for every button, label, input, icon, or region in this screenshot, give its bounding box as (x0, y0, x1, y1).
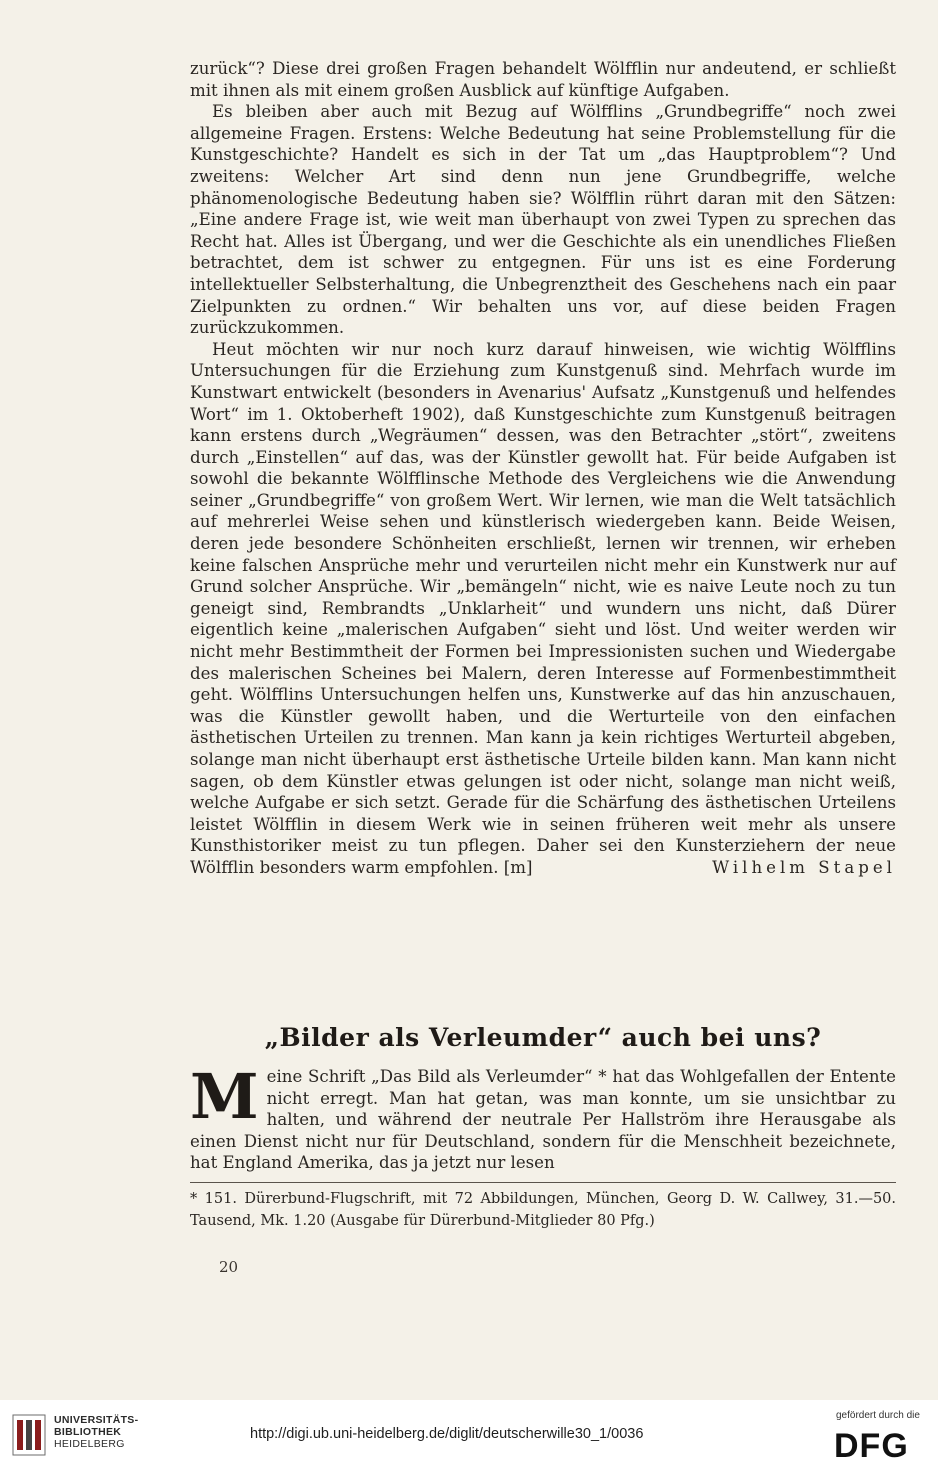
footnote: * 151. Dürerbund-Flugschrift, mit 72 Abbildungen, München, Georg D. W. Callwey, 31.—50. Tausend, Mk. 1.20 (Ausgabe für Dürerbund-Mitglieder 80 Pfg.) (190, 1191, 896, 1229)
source-url-link[interactable]: http://digi.ub.uni-heidelberg.de/diglit/deutscherwille30_1/0036 (250, 1426, 644, 1442)
article-text (190, 1060, 896, 1174)
paragraph-1: zurück“? Diese drei großen Fragen behandelt Wölfflin nur andeutend, er schließt mit ihnen als mit einem großen Ausblick auf künftige Aufgaben. (190, 59, 896, 100)
article-heading: „Bilder als Verleumder“ auch bei uns? (264, 1023, 822, 1052)
footnote-divider (190, 1182, 896, 1183)
library-name-line-2: BIBLIOTHEK (54, 1426, 122, 1438)
paragraph-3-text: Heut möchten wir nur noch kurz darauf hinweisen, wie wichtig Wölfflins Untersuchungen für die Erziehung zum Kunstgenuß sind. Mehrfach wurde im Kunstwart entwickelt (besonders in Avenarius' Aufsatz „Kunstgenuß und helfendes Wort“ im 1. Oktoberheft 1902), daß Kunstgeschichte zum Kunstgenuß beitragen kann erstens durch „Wegräumen“ dessen, was den Betrachter „stört“, zweitens durch „Einstellen“ auf das, was der Künstler gewollt hat. Für beide Aufgaben ist sowohl die bekannte Wölfflinsche Methode des Vergleichens wie die Anwendung seiner „Grundbegriffe“ von großem Wert. Wir lernen, wie man die Welt tatsächlich auf mehrerlei Weise sehen und künstlerisch wiedergeben kann. Beide Weisen, deren jede besondere Schönheiten erschließt, lernen wir trennen, wir erheben keine falschen Ansprüche mehr und verurteilen nicht mehr ein Kunstwerk nur auf Grund solcher Ansprüche. Wir „bemängeln“ nicht, wie es naive Leute noch zu tun geneigt sind, Rembrandts „Unklarheit“ und wundern uns nicht, daß Dürer eigentlich keine „malerischen Aufgaben“ sieht und löst. Und weiter werden wir nicht mehr Bestimmtheit der Formen bei Impressionisten suchen und Wiedergabe des malerischen Scheines bei Malern, deren Interesse auf Formenbestimmtheit geht. Wölfflins Untersuchungen helfen uns, Kunstwerke auf das hin anzuschauen, was die Künstler gewollt haben, und die Werturteile von den einfachen ästhetischen Urteilen zu trennen. Man kann ja kein richtiges Werturteil abgeben, solange man nicht überhaupt erst ästhetische Urteile bilden kann. Man kann nicht sagen, ob dem Künstler etwas gelungen ist oder nicht, solange man nicht weiß, welche Aufgabe er sich setzt. Gerade für die Schärfung des ästhetischen Urteilens leistet Wölfflin in diesem Werk wie in seinen früheren weit mehr als unsere Kunsthistoriker meist zu tun pflegen. Daher sei den Kunsterziehern der neue Wölfflin besonders warm empfohlen. [m] (190, 339, 896, 877)
article-body: eine Schrift „Das Bild als Verleumder“ * hat das Wohlgefallen der Entente nicht erregt. Man hat getan, was man konnte, um sie unsichtbar zu halten, und während der neutrale Per Hallström ihre Herausgabe als einen Dienst nicht nur für Deutschland, sondern für die Menschheit bezeichnete, hat England Amerika, das ja jetzt nur lesen (190, 1067, 896, 1173)
university-library-logo-icon (12, 1414, 46, 1456)
body-text (190, 58, 896, 879)
dfg-logo: DFG (834, 1427, 909, 1465)
paragraph-3 (190, 339, 896, 879)
digitization-footer (0, 1400, 938, 1474)
library-name-line-3: HEIDELBERG (54, 1438, 125, 1450)
library-name-line-1: UNIVERSITÄTS- (54, 1414, 139, 1426)
author-signature: Wilhelm Stapel (712, 857, 896, 877)
sponsor-caption: gefördert durch die (836, 1410, 920, 1421)
drop-cap: M (190, 1060, 259, 1133)
library-name (54, 1414, 138, 1450)
page-number: 20 (219, 1258, 239, 1276)
paragraph-2: Es bleiben aber auch mit Bezug auf Wölfflins „Grundbegriffe“ noch zwei allgemeine Fragen. Erstens: Welche Bedeutung hat seine Problemstellung für die Kunstgeschichte? Handelt es sich in der Tat um „das Hauptproblem“? Und zweitens: Welcher Art sind denn nun jene Grundbegriffe, welche phänomenologische Bedeutung haben sie? Wölfflin rührt daran mit den Sätzen: „Eine andere Frage ist, wie weit man überhaupt von zwei Typen zu sprechen das Recht hat. Alles ist Übergang, und wer die Geschichte als ein unendliches Fließen betrachtet, dem ist schwer zu entgegnen. Für uns ist es eine Forderung intellektueller Selbsterhaltung, die Unbegrenztheit des Geschehens nach ein paar Zielpunkten zu ordnen.“ Wir behalten uns vor, auf diese beiden Fragen zurückzukommen. (190, 102, 896, 338)
